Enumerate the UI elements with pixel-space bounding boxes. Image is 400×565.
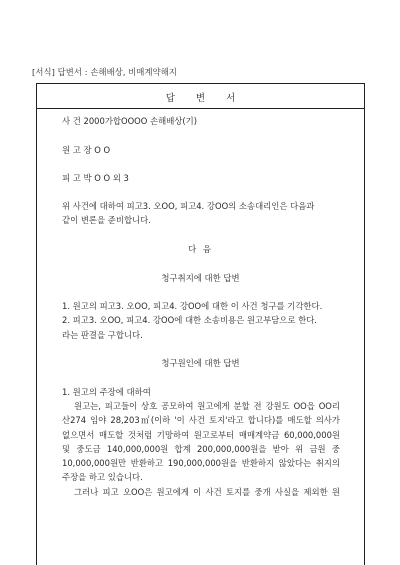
claim-item-2: 2. 피고3. 오OO, 피고4. 강OO에 대한 소송비용은 원고부담으로 한다. bbox=[62, 315, 317, 325]
cause-paragraph-line: 산274 임야 28,203㎡(이하 '이 사건 토지'라고 합니다)를 매도할 의사가 bbox=[62, 415, 340, 425]
cause-paragraph-line: 없으면서 매도할 것처럼 기망하여 원고로부터 매매계약금 60,000,000원 bbox=[62, 430, 340, 440]
plaintiff-line: 원 고 장 O O bbox=[62, 145, 111, 155]
claim-item-1: 1. 원고의 피고3. 오OO, 피고4. 강OO에 대한 이 사건 청구를 기각한다. bbox=[62, 301, 323, 311]
document-frame bbox=[36, 83, 365, 565]
intro-line-1: 위 사건에 대하여 피고3. 오OO, 피고4. 강OO의 소송대리인은 다음과 bbox=[62, 201, 315, 211]
next-heading: 다 음 bbox=[188, 244, 213, 254]
case-line: 사 건 2000가합OOOO 손해배상(기) bbox=[62, 116, 198, 126]
title-divider bbox=[37, 108, 364, 109]
defendant-line: 피 고 박 O O 외 3 bbox=[62, 173, 129, 183]
cause-paragraph-line: 및 중도금 140,000,000원 합계 200,000,000원을 받아 위 금원 중 bbox=[62, 444, 340, 454]
claim-heading: 청구취지에 대한 답변 bbox=[161, 273, 240, 283]
cause-section-1-title: 1. 원고의 주장에 대하여 bbox=[62, 387, 151, 397]
intro-line-2: 같이 변론을 준비합니다. bbox=[62, 215, 151, 225]
format-label: [서식] 답변서 : 손해배상, 비매계약해지 bbox=[32, 67, 177, 77]
cause-paragraph-line: 10,000,000원만 반환하고 190,000,000원을 반환하지 않았다는 취지의 bbox=[62, 458, 340, 468]
document-title: 답 변 서 bbox=[165, 93, 245, 104]
cause-paragraph-line: 원고는, 피고들이 상호 공모하여 원고에게 분할 전 강원도 OO읍 OO리 bbox=[74, 401, 340, 411]
cause-paragraph-line: 주장을 하고 있습니다. bbox=[62, 472, 143, 482]
cause-heading: 청구원인에 대한 답변 bbox=[161, 358, 240, 368]
claim-conclusion: 라는 판결을 구합니다. bbox=[62, 330, 143, 340]
cause-next-paragraph: 그러나 피고 오OO은 원고에게 이 사건 토지를 중개 사실을 제외한 원 bbox=[74, 487, 340, 497]
